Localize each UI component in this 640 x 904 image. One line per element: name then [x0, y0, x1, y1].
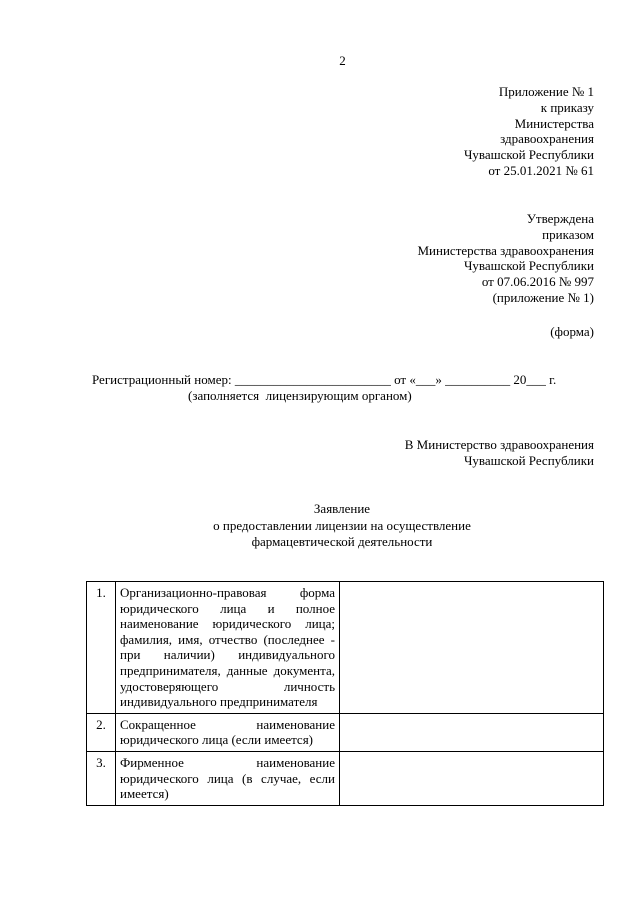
- title-line: Заявление: [313, 501, 371, 516]
- approved-block: [418, 211, 595, 306]
- appendix-line: Приложение № 1: [498, 84, 594, 99]
- appendix-line: Чувашской Республики: [463, 147, 594, 163]
- row-value-field[interactable]: [340, 582, 604, 714]
- table-row: [87, 751, 604, 805]
- title-line: о предоставлении лицензии на осуществление: [213, 517, 471, 533]
- row-value-field[interactable]: [340, 751, 604, 805]
- approved-line: Утверждена: [526, 211, 594, 226]
- addressee-line: В Министерство здравоохранения: [404, 437, 594, 452]
- table-row: [87, 582, 604, 714]
- approved-line: приказом: [542, 226, 594, 242]
- appendix-line: Министерства: [514, 115, 594, 131]
- title-line: фармацевтической деятельности: [251, 534, 433, 549]
- addressee-line: Чувашской Республики: [463, 452, 594, 468]
- approved-line: Министерства здравоохранения: [417, 242, 594, 258]
- row-number: 2.: [87, 713, 116, 751]
- appendix-block: [464, 84, 594, 179]
- row-label: Организационно-правовая форма юридического лица и полное наименование юридического лица; фамилия, имя, отчество (последнее - при наличии) индивидуального предпринимателя, данные документа, удостоверяющего личность индивидуального предпринимателя: [116, 582, 340, 714]
- row-value-field[interactable]: [340, 713, 604, 751]
- appendix-line: от 25.01.2021 № 61: [488, 162, 594, 178]
- row-number: 1.: [87, 582, 116, 714]
- approved-line: от 07.06.2016 № 997: [481, 274, 594, 290]
- approved-line: Чувашской Республики: [463, 258, 594, 274]
- registration-note: (заполняется лицензирующим органом): [188, 388, 412, 403]
- addressee-block: [405, 437, 594, 469]
- appendix-line: к приказу: [540, 99, 594, 115]
- approved-line: (приложение № 1): [492, 289, 594, 305]
- appendix-line: здравоохранения: [500, 131, 594, 147]
- table-row: [87, 713, 604, 751]
- document-title: [180, 501, 504, 551]
- row-number: 3.: [87, 751, 116, 805]
- page-number: 2: [339, 53, 346, 68]
- row-label: Фирменное наименование юридического лица (в случае, если имеется): [116, 751, 340, 805]
- application-table: [86, 581, 604, 806]
- row-label: Сокращенное наименование юридического лица (если имеется): [116, 713, 340, 751]
- form-note: (форма): [550, 324, 594, 339]
- registration-number-line: Регистрационный номер: ________________________ от «___» __________ 20___ г.: [92, 372, 557, 387]
